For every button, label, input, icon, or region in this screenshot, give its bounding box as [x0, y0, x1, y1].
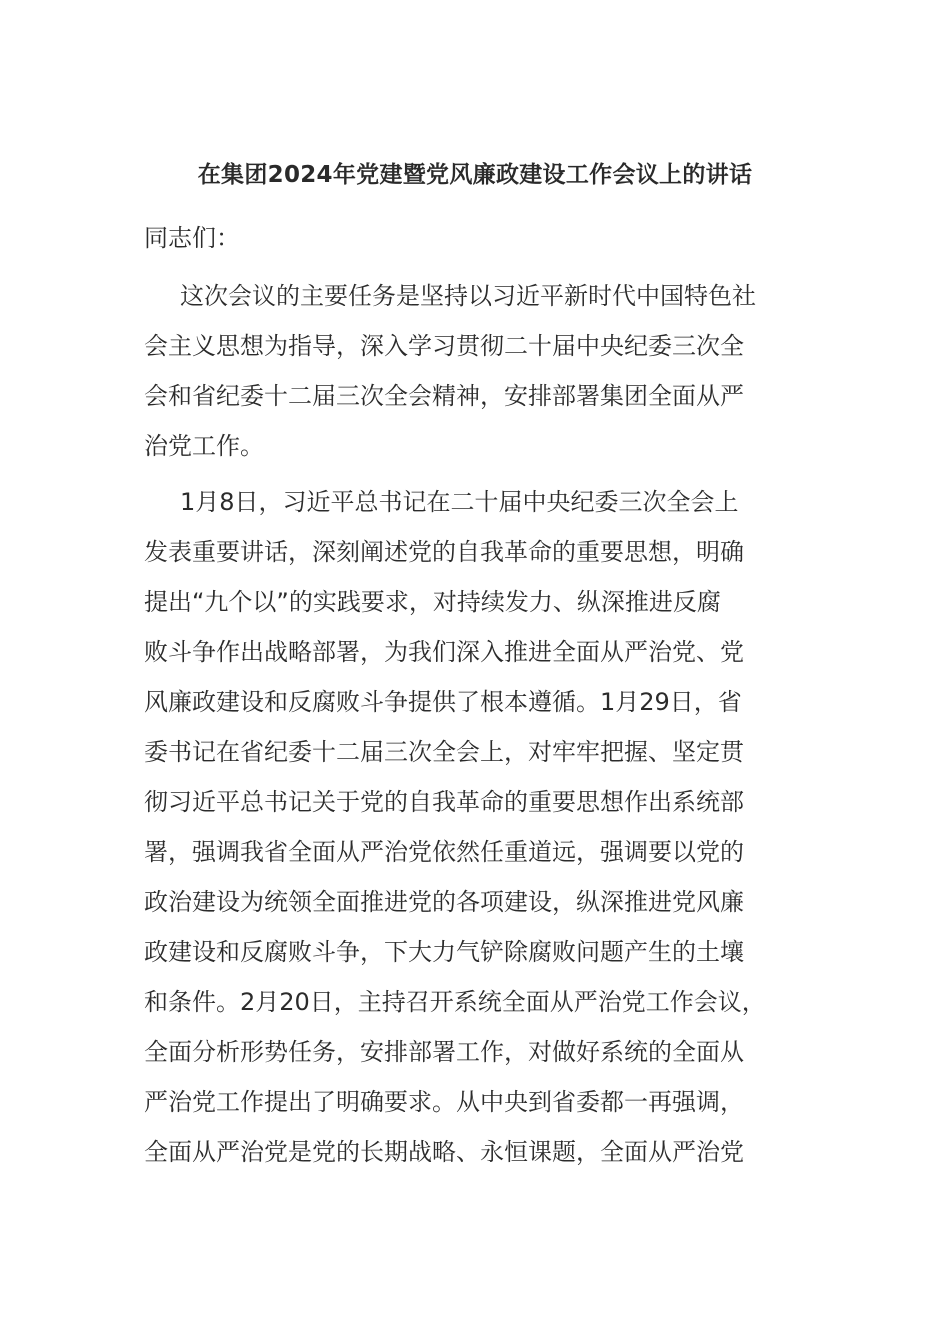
paragraph-line: 治党工作。 [144, 432, 264, 460]
paragraph-line: 这次会议的主要任务是坚持以习近平新时代中国特色社 [180, 282, 756, 310]
paragraph-line: 风廉政建设和反腐败斗争提供了根本遵循。1月29日，省 [144, 688, 742, 716]
paragraph-line: 署，强调我省全面从严治党依然任重道远，强调要以党的 [144, 838, 744, 866]
paragraph-line: 提出“九个以”的实践要求，对持续发力、纵深推进反腐 [144, 588, 721, 616]
paragraph-line: 和条件。2月20日，主持召开系统全面从严治党工作会议， [144, 988, 766, 1016]
paragraph-line: 政建设和反腐败斗争，下大力气铲除腐败问题产生的土壤 [144, 938, 744, 966]
salutation: 同志们： [144, 224, 240, 252]
paragraph-line: 会主义思想为指导，深入学习贯彻二十届中央纪委三次全 [144, 332, 744, 360]
paragraph-line: 彻习近平总书记关于党的自我革命的重要思想作出系统部 [144, 788, 744, 816]
paragraph-line: 全面分析形势任务，安排部署工作，对做好系统的全面从 [144, 1038, 744, 1066]
paragraph-line: 发表重要讲话，深刻阐述党的自我革命的重要思想，明确 [144, 538, 744, 566]
paragraph-line: 败斗争作出战略部署，为我们深入推进全面从严治党、党 [144, 638, 744, 666]
paragraph-line: 政治建设为统领全面推进党的各项建设，纵深推进党风廉 [144, 888, 744, 916]
paragraph-line: 1月8日，习近平总书记在二十届中央纪委三次全会上 [180, 488, 739, 516]
paragraph-line: 严治党工作提出了明确要求。从中央到省委都一再强调， [144, 1088, 744, 1116]
document-title: 在集团2024年党建暨党风廉政建设工作会议上的讲话 [197, 162, 753, 188]
paragraph-line: 委书记在省纪委十二届三次全会上，对牢牢把握、坚定贯 [144, 738, 744, 766]
paragraph-line: 全面从严治党是党的长期战略、永恒课题，全面从严治党 [144, 1138, 744, 1166]
paragraph-line: 会和省纪委十二届三次全会精神，安排部署集团全面从严 [144, 382, 744, 410]
